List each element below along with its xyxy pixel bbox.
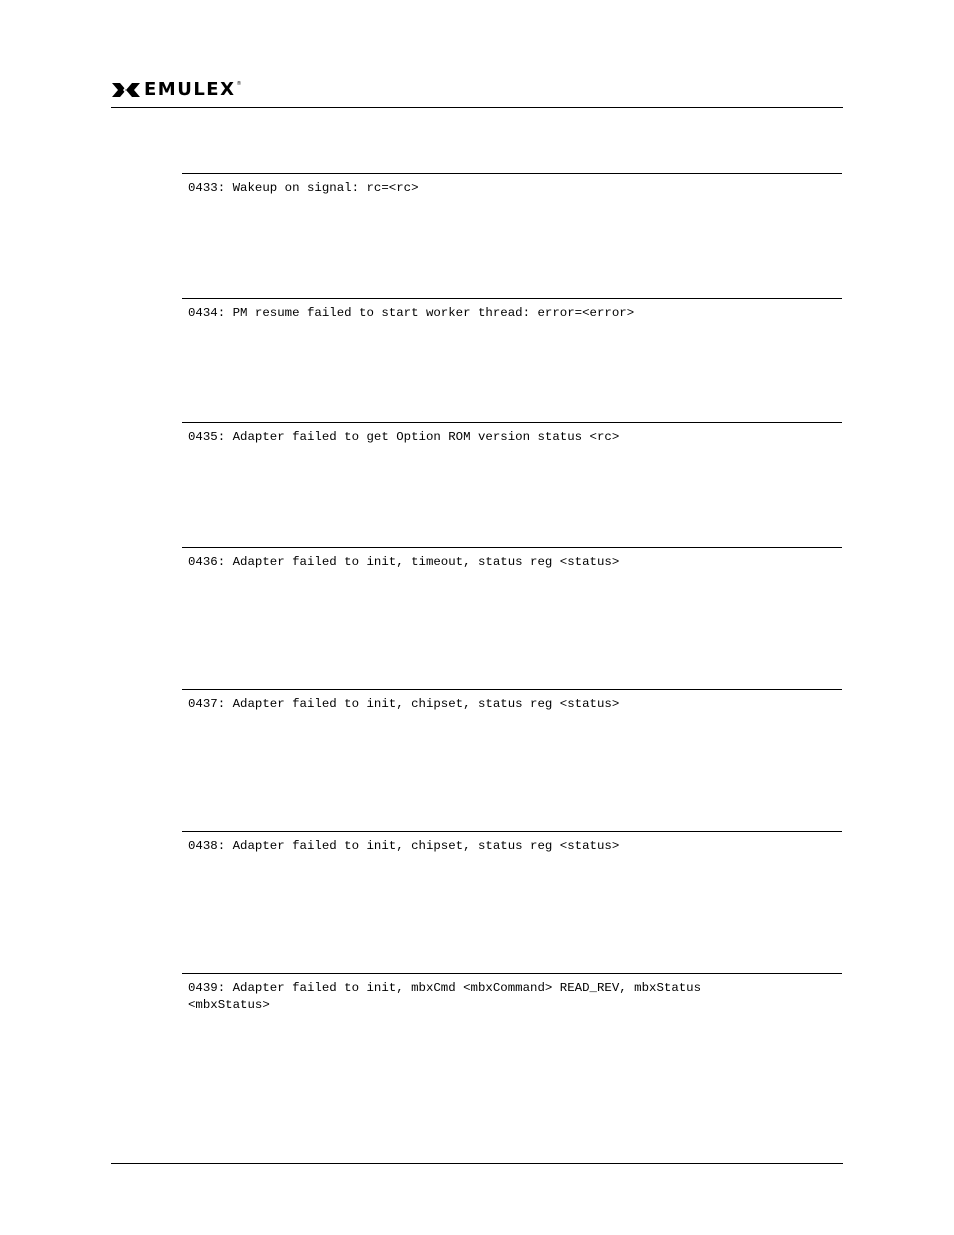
message-entry xyxy=(182,298,842,322)
message-text: 0434: PM resume failed to start worker thread: error=<error> xyxy=(188,306,635,320)
emulex-logo xyxy=(111,80,241,100)
message-text: 0433: Wakeup on signal: rc=<rc> xyxy=(188,181,419,195)
message-entry xyxy=(182,689,842,713)
message-text: 0437: Adapter failed to init, chipset, status reg <status> xyxy=(188,697,620,711)
logo-wordmark: EMULEX xyxy=(144,79,236,100)
message-entry xyxy=(182,173,842,197)
header-divider xyxy=(111,107,843,108)
message-entry xyxy=(182,547,842,571)
emulex-logo-icon xyxy=(111,81,141,99)
message-text: 0439: Adapter failed to init, mbxCmd <mbxCommand> READ_REV, mbxStatus <mbxStatus> xyxy=(188,981,709,1012)
message-text: 0436: Adapter failed to init, timeout, status reg <status> xyxy=(188,555,620,569)
message-entry xyxy=(182,973,842,1014)
message-text: 0438: Adapter failed to init, chipset, status reg <status> xyxy=(188,839,620,853)
message-entry xyxy=(182,422,842,446)
page-header xyxy=(111,78,843,109)
logo-trademark: ® xyxy=(236,81,242,87)
footer-divider xyxy=(111,1163,843,1164)
message-entry xyxy=(182,831,842,855)
message-text: 0435: Adapter failed to get Option ROM version status <rc> xyxy=(188,430,620,444)
